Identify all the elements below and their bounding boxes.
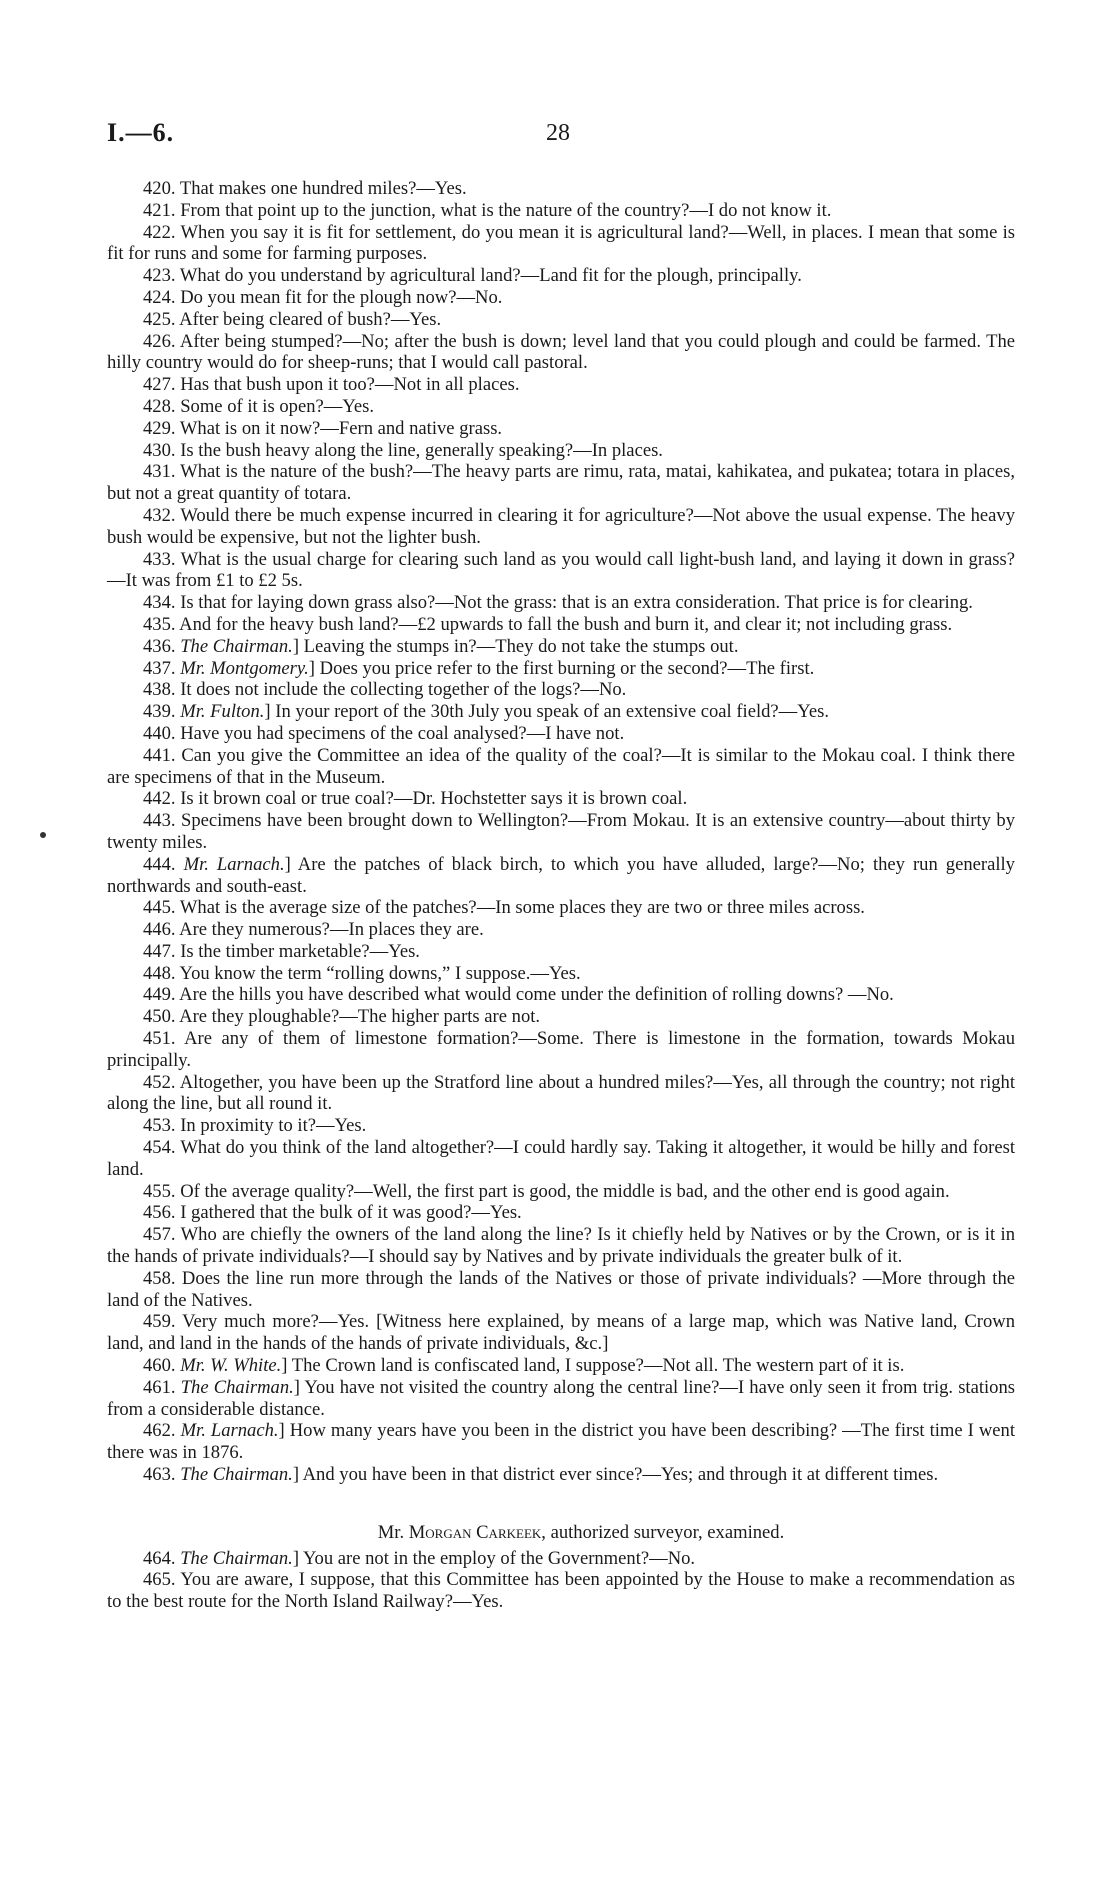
testimony-paragraph	[107, 636, 1015, 658]
testimony-text: 447. Is the timber marketable?—Yes.	[143, 940, 420, 962]
speaker-name: The Chairman.	[180, 635, 293, 657]
testimony-text: 457. Who are chiefly the owners of the land along the line? Is it chiefly held by Natives or by the Crown, or is it in the hands of private individuals?—I should say by Natives and by private individuals the greater bulk of it.	[107, 1224, 1015, 1268]
testimony-paragraph	[107, 1181, 1015, 1203]
testimony-text: 423. What do you understand by agricultural land?—Land fit for the plough, principally.	[143, 265, 802, 287]
testimony-paragraph	[107, 1028, 1015, 1072]
testimony-text: 422. When you say it is fit for settlement, do you mean it is agricultural land?—Well, in places. I mean that some is fit for runs and some for farming purposes.	[107, 221, 1015, 265]
testimony-paragraph	[107, 1006, 1015, 1028]
evidence-text	[107, 178, 1015, 1613]
testimony-paragraph	[107, 374, 1015, 396]
testimony-paragraph	[107, 897, 1015, 919]
speaker-name: Mr. Larnach.	[180, 1420, 279, 1442]
testimony-text: 428. Some of it is open?—Yes.	[143, 395, 375, 417]
testimony-text: ] The Crown land is confiscated land, I suppose?—Not all. The western part of it is.	[281, 1355, 905, 1377]
page-header	[0, 118, 1114, 158]
testimony-text: 458. Does the line run more through the lands of the Natives or those of private individuals? —More through the land of the Natives.	[107, 1267, 1015, 1311]
testimony-text: 442. Is it brown coal or true coal?—Dr. Hochstetter says it is brown coal.	[143, 788, 688, 810]
testimony-paragraph	[107, 265, 1015, 287]
testimony-paragraph	[107, 1569, 1015, 1613]
testimony-paragraph	[107, 1377, 1015, 1421]
speaker-name: Mr. Fulton.	[180, 701, 265, 723]
testimony-text: 443. Specimens have been brought down to Wellington?—From Mokau. It is an extensive country—about thirty by twenty miles.	[107, 810, 1015, 853]
testimony-text: 426. After being stumped?—No; after the bush is down; level land that you could plough and could be farmed. The hilly country would do for sheep-runs; that I would call pastoral.	[107, 330, 1015, 374]
testimony-paragraph	[107, 788, 1015, 810]
testimony-text: 430. Is the bush heavy along the line, generally speaking?—In places.	[143, 439, 663, 461]
testimony-text: ] You are not in the employ of the Government?—No.	[292, 1547, 696, 1569]
testimony-text: 427. Has that bush upon it too?—Not in all places.	[143, 374, 520, 396]
testimony-text: 459. Very much more?—Yes. [Witness here explained, by means of a large map, which was Native land, Crown land, and land in the hands of the hands of private individuals, &c.]	[107, 1311, 1015, 1355]
speaker-name: Mr. Larnach.	[183, 853, 285, 875]
testimony-text: 449. Are the hills you have described what would come under the definition of rolling downs? —No.	[143, 984, 894, 1006]
testimony-paragraph	[107, 614, 1015, 636]
testimony-text: 445. What is the average size of the patches?—In some places they are two or three miles across.	[143, 897, 865, 919]
testimony-text: 454. What do you think of the land altogether?—I could hardly say. Taking it altogether, it would be hilly and forest land.	[107, 1137, 1015, 1180]
testimony-text: 465. You are aware, I suppose, that this Committee has been appointed by the House to make a recommendation as to the best route for the North Island Railway?—Yes.	[107, 1569, 1015, 1613]
speaker-name: The Chairman.	[180, 1464, 293, 1486]
testimony-text: ] Does you price refer to the first burning or the second?—The first.	[308, 657, 815, 679]
testimony-paragraph	[107, 658, 1015, 680]
testimony-text: 434. Is that for laying down grass also?—Not the grass: that is an extra consideration. That price is for clearing.	[143, 592, 973, 614]
testimony-paragraph	[107, 505, 1015, 549]
testimony-text: 452. Altogether, you have been up the Stratford line about a hundred miles?—Yes, all through the country; not right along the line, but all round it.	[107, 1071, 1015, 1115]
testimony-text: 446. Are they numerous?—In places they are.	[143, 919, 484, 941]
testimony-paragraph	[107, 941, 1015, 963]
question-number: 436.	[143, 635, 176, 657]
testimony-text: ] In your report of the 30th July you speak of an extensive coal field?—Yes.	[264, 701, 829, 723]
testimony-paragraph	[107, 1548, 1015, 1570]
document-id: I.—6.	[107, 118, 175, 147]
testimony-paragraph	[107, 309, 1015, 331]
testimony-paragraph	[107, 200, 1015, 222]
testimony-paragraph	[107, 679, 1015, 701]
testimony-paragraph	[107, 1115, 1015, 1137]
testimony-text: ] Leaving the stumps in?—They do not take the stumps out.	[292, 635, 739, 657]
speaker-name: Mr. W. White.	[180, 1355, 282, 1377]
question-number: 461.	[143, 1376, 176, 1398]
testimony-text: ] Are the patches of black birch, to which you have alluded, large?—No; they run generally northwards and south-east.	[107, 853, 1015, 897]
testimony-text: ] You have not visited the country along the central line?—I have only seen it from trig. stations from a considerable distance.	[107, 1376, 1016, 1420]
witness-name: Morgan Carkeek	[408, 1521, 542, 1543]
testimony-paragraph	[107, 963, 1015, 985]
testimony-text: 440. Have you had specimens of the coal analysed?—I have not.	[143, 722, 625, 744]
testimony-text: 441. Can you give the Committee an idea of the quality of the coal?—It is similar to the Mokau coal. I think there are specimens of that in the Museum.	[107, 744, 1015, 788]
testimony-paragraph	[107, 1311, 1015, 1355]
testimony-paragraph	[107, 331, 1015, 375]
speaker-name: The Chairman.	[180, 1376, 294, 1398]
testimony-paragraph	[107, 1268, 1015, 1312]
witness-role: , authorized surveyor, examined.	[541, 1521, 785, 1543]
testimony-text: 420. That makes one hundred miles?—Yes.	[143, 178, 467, 199]
testimony-text: 451. Are any of them of limestone formation?—Some. There is limestone in the formation, towards Mokau principally.	[107, 1028, 1015, 1071]
testimony-text: ] How many years have you been in the district you have been describing? —The first time I went there was in 1876.	[107, 1420, 1015, 1464]
question-number: 463.	[143, 1464, 176, 1486]
testimony-text: 448. You know the term “rolling downs,” I suppose.—Yes.	[143, 962, 581, 984]
testimony-text: 450. Are they ploughable?—The higher parts are not.	[143, 1006, 541, 1028]
testimony-text: 432. Would there be much expense incurred in clearing it for agriculture?—Not above the usual expense. The heavy bush would be expensive, but not the lighter bush.	[107, 504, 1015, 548]
question-number: 444.	[143, 853, 176, 875]
testimony-paragraph	[107, 396, 1015, 418]
testimony-paragraph	[107, 440, 1015, 462]
testimony-paragraph	[107, 178, 1015, 200]
testimony-paragraph	[107, 919, 1015, 941]
testimony-paragraph	[107, 1464, 1015, 1486]
witness-heading	[107, 1522, 1015, 1544]
speaker-name: Mr. Montgomery.	[180, 657, 309, 679]
testimony-paragraph	[107, 701, 1015, 723]
witness-prefix: Mr.	[377, 1521, 409, 1543]
testimony-paragraph	[107, 1202, 1015, 1224]
testimony-text: 431. What is the nature of the bush?—The heavy parts are rimu, rata, matai, kahikatea, and pukatea; totara in places, but not a great quantity of totara.	[107, 461, 1015, 505]
testimony-text: 424. Do you mean fit for the plough now?—No.	[143, 286, 503, 308]
testimony-paragraph	[107, 810, 1015, 854]
testimony-text: 435. And for the heavy bush land?—£2 upwards to fall the bush and burn it, and clear it; not including grass.	[143, 613, 953, 635]
testimony-paragraph	[107, 1224, 1015, 1268]
testimony-paragraph	[107, 723, 1015, 745]
testimony-paragraph	[107, 1072, 1015, 1116]
testimony-text: 453. In proximity to it?—Yes.	[143, 1115, 367, 1137]
question-number: 462.	[143, 1420, 176, 1442]
testimony-text: 433. What is the usual charge for clearing such land as you would call light-bush land, and laying it down in grass?—It was from £1 to £2 5s.	[107, 548, 1015, 592]
testimony-paragraph	[107, 854, 1015, 898]
question-number: 460.	[143, 1355, 176, 1377]
testimony-text: ] And you have been in that district ever since?—Yes; and through it at different times.	[292, 1464, 939, 1486]
testimony-paragraph	[107, 984, 1015, 1006]
question-number: 437.	[143, 657, 176, 679]
testimony-paragraph	[107, 1137, 1015, 1181]
scan-speck	[40, 832, 46, 838]
testimony-paragraph	[107, 1355, 1015, 1377]
testimony-paragraph	[107, 418, 1015, 440]
testimony-paragraph	[107, 222, 1015, 266]
question-number: 464.	[143, 1547, 176, 1569]
testimony-paragraph	[107, 592, 1015, 614]
testimony-text: 425. After being cleared of bush?—Yes.	[143, 308, 442, 330]
testimony-paragraph	[107, 1420, 1015, 1464]
testimony-paragraph	[107, 745, 1015, 789]
testimony-text: 456. I gathered that the bulk of it was good?—Yes.	[143, 1202, 522, 1224]
page-number: 28	[546, 120, 570, 146]
speaker-name: The Chairman.	[180, 1547, 293, 1569]
testimony-text: 455. Of the average quality?—Well, the first part is good, the middle is bad, and the other end is good again.	[143, 1180, 950, 1202]
testimony-paragraph	[107, 287, 1015, 309]
testimony-text: 438. It does not include the collecting together of the logs?—No.	[143, 679, 627, 701]
testimony-paragraph	[107, 549, 1015, 593]
testimony-text: 429. What is on it now?—Fern and native grass.	[143, 417, 503, 439]
testimony-text: 421. From that point up to the junction, what is the nature of the country?—I do not know it.	[143, 199, 832, 221]
testimony-paragraph	[107, 461, 1015, 505]
question-number: 439.	[143, 701, 176, 723]
